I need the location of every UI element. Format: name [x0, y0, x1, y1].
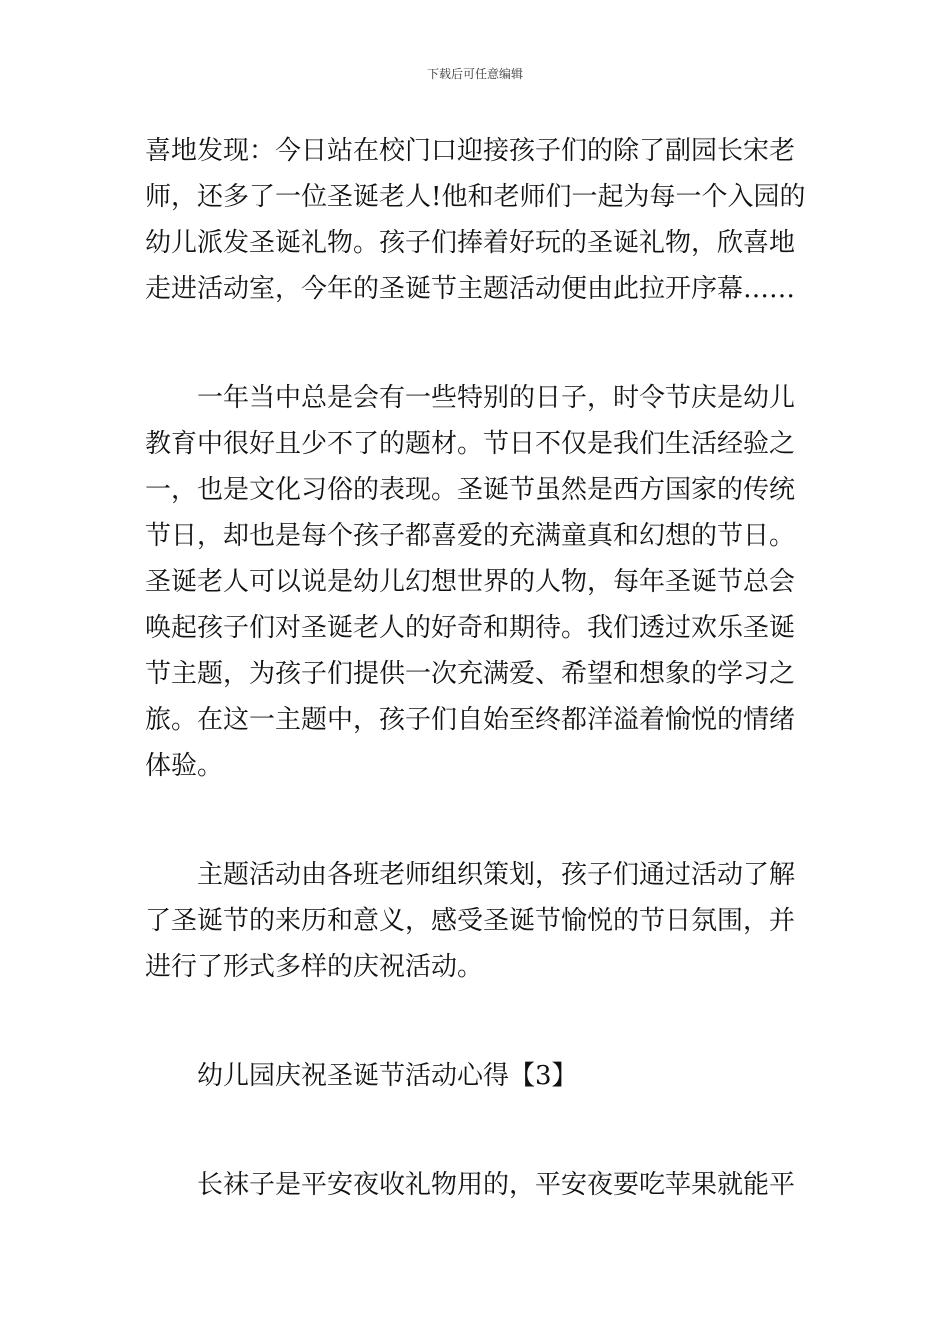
paragraph-line: 旅。在这一主题中，孩子们自始至终都洋溢着愉悦的情绪 — [145, 705, 796, 735]
paragraph-line: 喜地发现：今日站在校门口迎接孩子们的除了副园长宋老 — [145, 136, 796, 166]
paragraph-line: 幼儿派发圣诞礼物。孩子们捧着好玩的圣诞礼物，欣喜地 — [145, 228, 796, 258]
paragraph-line: 进行了形式多样的庆祝活动。 — [145, 952, 484, 982]
paragraph-line: 体验。 — [145, 751, 224, 781]
paragraph-line: 长袜子是平安夜收礼物用的，平安夜要吃苹果就能平 — [145, 1170, 796, 1200]
paragraph-line: 师，还多了一位圣诞老人!他和老师们一起为每一个入园的 — [145, 182, 806, 212]
paragraph-line: 一，也是文化习俗的表现。圣诞节虽然是西方国家的传统 — [145, 475, 796, 505]
paragraph-line: 了圣诞节的来历和意义，感受圣诞节愉悦的节日氛围，并 — [145, 906, 796, 936]
paragraph-line: 主题活动由各班老师组织策划，孩子们通过活动了解 — [145, 860, 796, 890]
paragraph-line: 教育中很好且少不了的题材。节日不仅是我们生活经验之 — [145, 429, 796, 459]
paragraph-line: 圣诞老人可以说是幼儿幻想世界的人物，每年圣诞节总会 — [145, 567, 796, 597]
section-heading: 幼儿园庆祝圣诞节活动心得【3】 — [145, 1061, 578, 1091]
paragraph-line: 节日，却也是每个孩子都喜爱的充满童真和幻想的节日。 — [145, 521, 796, 551]
paragraph-line: 一年当中总是会有一些特别的日子，时令节庆是幼儿 — [145, 383, 796, 413]
paragraph-line: 唤起孩子们对圣诞老人的好奇和期待。我们透过欢乐圣诞 — [145, 613, 796, 643]
paragraph-line: 走进活动室，今年的圣诞节主题活动便由此拉开序幕…… — [145, 274, 796, 304]
paragraph-line: 节主题，为孩子们提供一次充满爱、希望和想象的学习之 — [145, 659, 796, 689]
page-header: 下载后可任意编辑 — [426, 67, 523, 81]
